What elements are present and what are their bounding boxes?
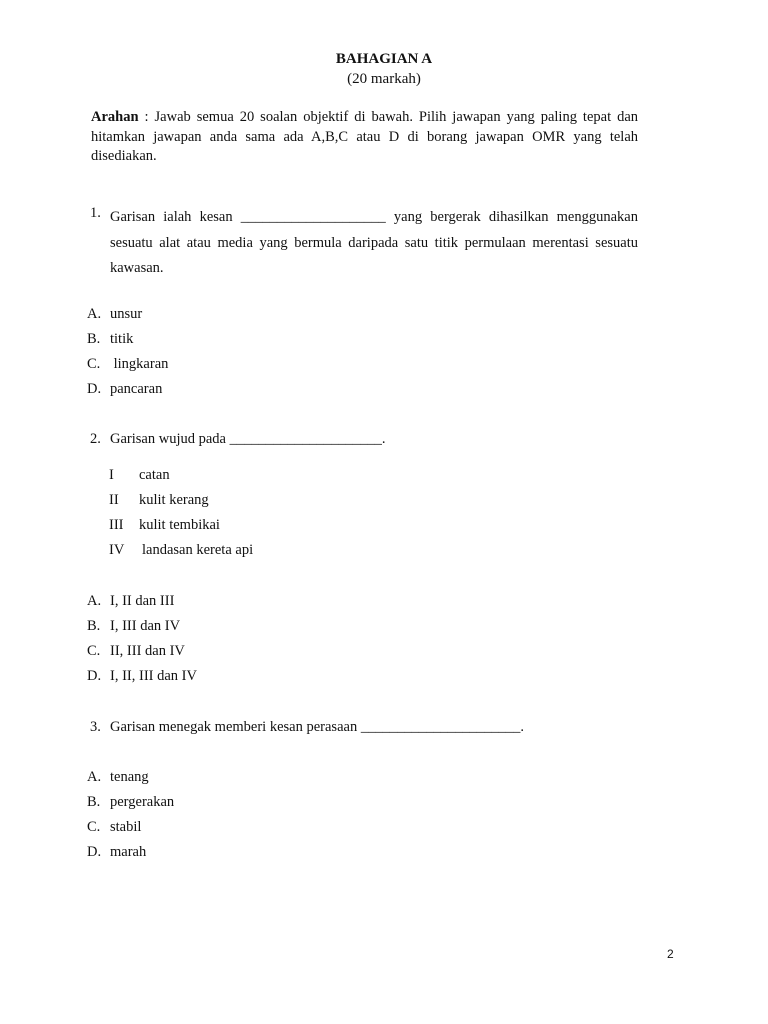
option-b: [87, 618, 180, 635]
statement-numeral: I: [109, 467, 114, 483]
statement-numeral: III: [109, 517, 124, 533]
option-d: [87, 844, 146, 861]
statement-ii: [109, 492, 209, 509]
option-b: [87, 794, 174, 811]
question-number: 3.: [90, 719, 101, 735]
statement-i: [109, 467, 170, 484]
option-letter: C.: [87, 643, 101, 659]
option-c: [87, 819, 141, 836]
statement-iv: [109, 542, 253, 559]
option-text: I, III dan IV: [110, 618, 181, 634]
section-title: BAHAGIAN A: [335, 51, 433, 67]
question-2: [90, 431, 638, 448]
question-text: Garisan menegak memberi kesan perasaan ______________________.: [110, 719, 524, 735]
option-letter: D.: [87, 668, 102, 684]
option-text: pergerakan: [110, 794, 175, 810]
option-letter: A.: [87, 769, 102, 785]
option-text: stabil: [110, 819, 142, 835]
option-text: titik: [110, 331, 134, 347]
page-number: 2: [667, 947, 674, 961]
option-c: [87, 356, 168, 373]
statement-numeral: II: [109, 492, 119, 508]
statement-text: catan: [139, 467, 170, 483]
option-letter: C.: [87, 356, 101, 372]
question-text: Garisan wujud pada _____________________.: [110, 431, 386, 447]
option-text: I, II dan III: [110, 593, 175, 609]
statement-text: kulit kerang: [139, 492, 209, 508]
option-b: [87, 331, 133, 348]
instructions-paragraph: [91, 108, 638, 167]
option-d: [87, 668, 197, 685]
option-text: unsur: [110, 306, 143, 322]
option-c: [87, 643, 185, 660]
instructions-text: Jawab semua 20 soalan objektif di bawah. Pilih jawapan yang paling tepat dan hitamkan jawapan anda sama ada A,B,C atau D di borang jawapan OMR yang telah disediakan.: [91, 109, 639, 164]
option-text: pancaran: [110, 381, 163, 397]
option-a: [87, 593, 174, 610]
question-number: 2.: [90, 431, 101, 447]
statement-iii: [109, 517, 220, 534]
option-letter: A.: [87, 306, 102, 322]
question-1: [90, 205, 638, 282]
question-text: Garisan ialah kesan ____________________ yang bergerak dihasilkan menggunakan sesuatu alat atau media yang bermula daripada satu titik permulaan merentasi sesuatu kawasan.: [110, 209, 638, 276]
option-letter: A.: [87, 593, 102, 609]
statement-text: kulit tembikai: [139, 517, 220, 533]
option-letter: B.: [87, 794, 101, 810]
question-number: 1.: [90, 205, 101, 221]
option-letter: D.: [87, 844, 102, 860]
option-letter: D.: [87, 381, 102, 397]
option-text: tenang: [110, 769, 149, 785]
option-letter: B.: [87, 331, 101, 347]
instructions-separator: :: [138, 109, 155, 125]
statement-numeral: IV: [109, 542, 125, 558]
section-marks: (20 markah): [347, 71, 421, 87]
statement-text: landasan kereta api: [142, 542, 254, 558]
question-3: [90, 719, 638, 736]
option-letter: B.: [87, 618, 101, 634]
option-letter: C.: [87, 819, 101, 835]
option-a: [87, 306, 142, 323]
option-text: marah: [110, 844, 147, 860]
instructions-label: Arahan: [91, 109, 139, 125]
option-a: [87, 769, 149, 786]
option-d: [87, 381, 162, 398]
option-text: II, III dan IV: [110, 643, 185, 659]
option-text: I, II, III dan IV: [110, 668, 197, 684]
option-text: lingkaran: [110, 356, 169, 372]
